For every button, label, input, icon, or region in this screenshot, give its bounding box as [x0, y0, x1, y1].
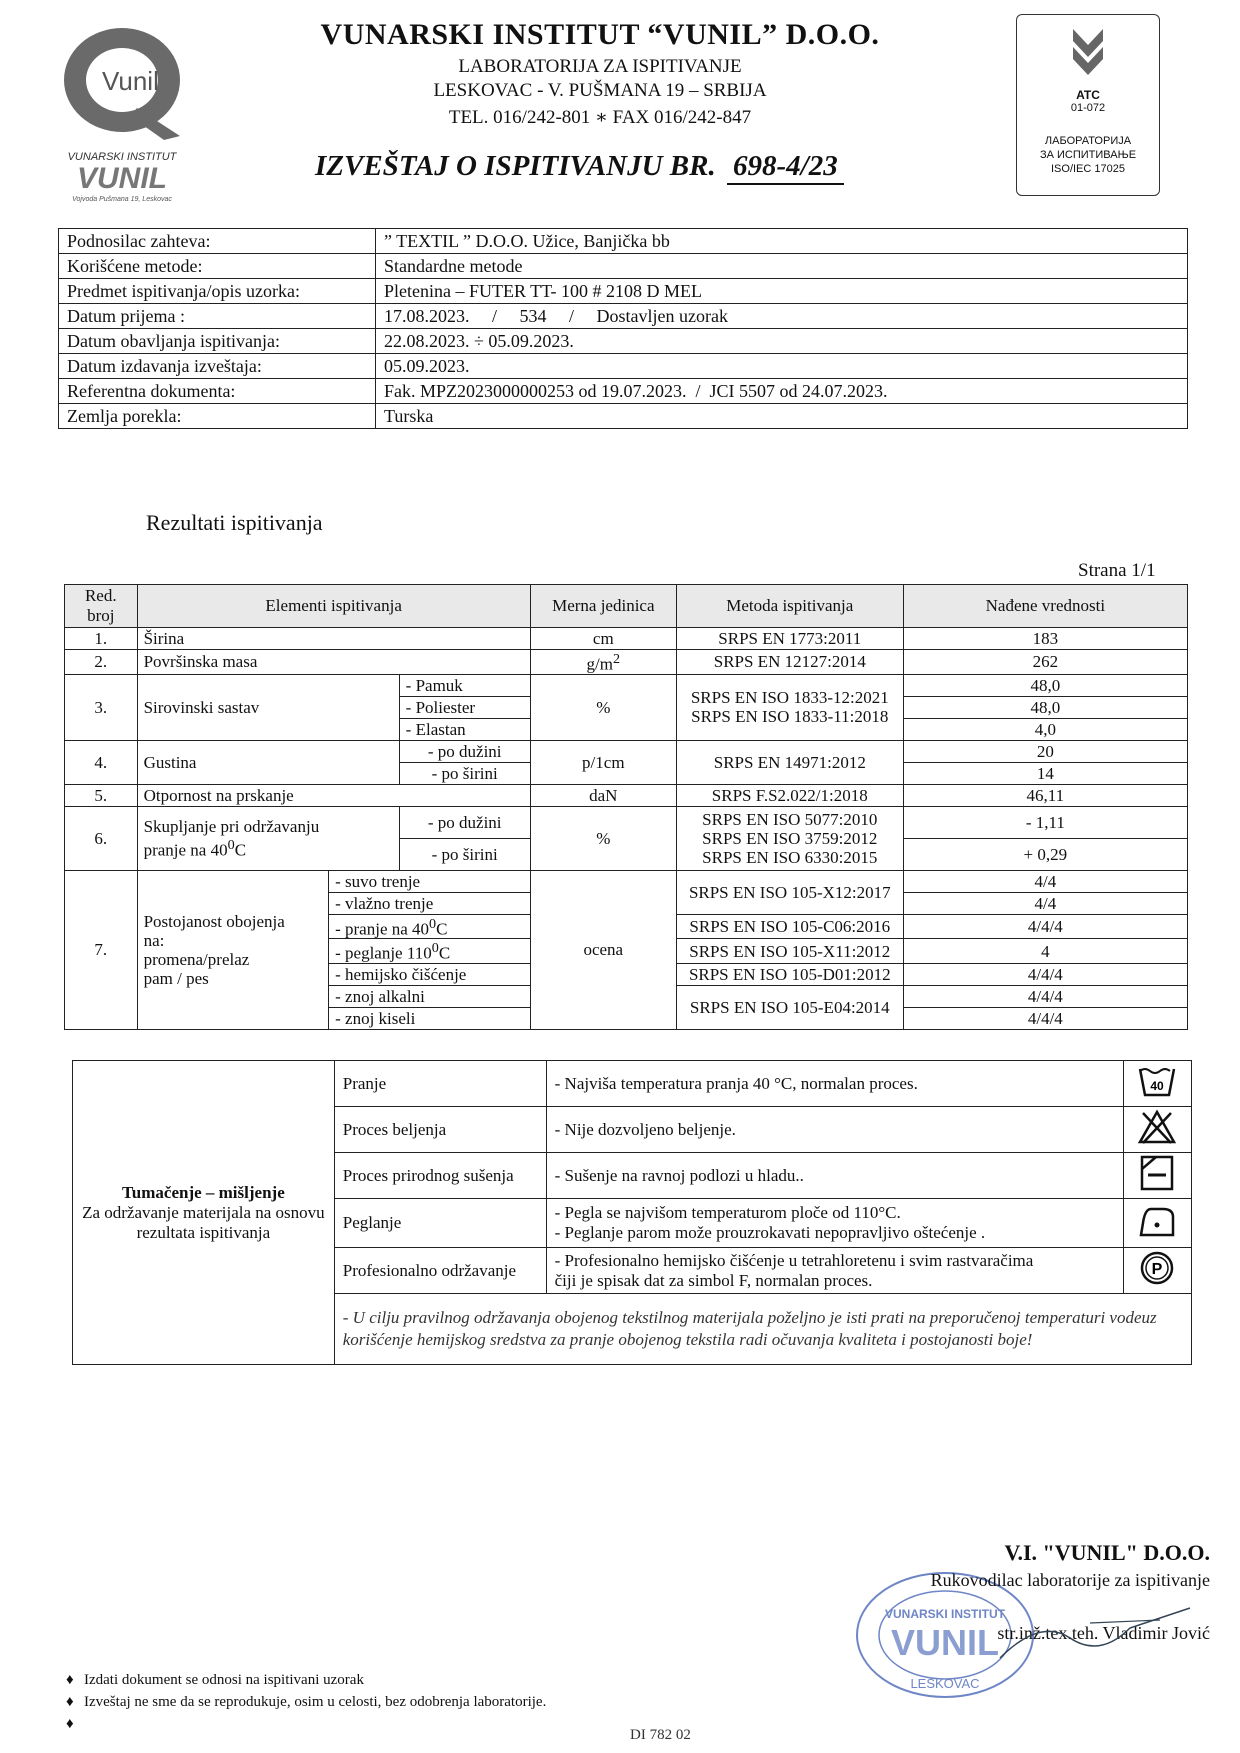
results-heading: Rezultati ispitivanja — [146, 510, 323, 535]
table-row: - po širini + 0,29 — [65, 838, 1188, 870]
table-row: - hemijsko čišćenje SRPS EN ISO 105-D01:2012 4/4/4 — [65, 963, 1188, 985]
info-label: Datum izdavanja izveštaja: — [59, 354, 376, 379]
care-row-professional: Profesionalno održavanje - Profesionalno hemijsko čišćenje u tetrahloretenu i svim rastvaračima čiji je spisak dat za simbol F, normalan proces. P — [73, 1248, 1192, 1294]
table-row: 6. Skupljanje pri održavanju pranje na $40^0C$ - po dužini % SRPS EN ISO 5077:2010 SRPS EN ISO 3759:2012 SRPS EN ISO 6330:2015 - 1,11 — [65, 806, 1188, 838]
info-label: Korišćene metode: — [59, 254, 376, 279]
svg-text:40: 40 — [1150, 1079, 1165, 1093]
accreditation-code: ATC — [1076, 88, 1100, 102]
info-row — [59, 304, 1188, 329]
results-header-row — [65, 585, 1188, 628]
document-code: DI 782 02 — [630, 1727, 691, 1743]
flat-dry-shade-icon — [1123, 1153, 1191, 1199]
table-row: 7. Postojanost obojenja na: promena/prelaz pam / pes - suvo trenje ocena SRPS EN ISO 105-X12:2017 4/4 — [65, 870, 1188, 892]
col-header-value: Nađene vrednosti — [903, 585, 1187, 628]
care-row-ironing: Peglanje - Pegla se najvišom temperaturom ploče od 110°C. - Peglanje parom može prouzrokavati nepopravljivo oštećenje . — [73, 1199, 1192, 1248]
logo-wordmark: Vunil — [102, 66, 159, 96]
col-header-element: Elementi ispitivanja — [137, 585, 530, 628]
wash-40-icon — [1123, 1061, 1191, 1107]
info-value: Fak. MPZ2023000000253 od 19.07.2023. / JCI 5507 od 24.07.2023. — [376, 379, 1188, 404]
info-value: Turska — [376, 404, 1188, 429]
footer-note-3: ♦ — [66, 1716, 74, 1732]
accreditation-standard: ISO/IEC 17025 — [1051, 163, 1125, 175]
signature-role: Rukovodilac laboratorije za ispitivanje — [930, 1570, 1210, 1590]
iron-low-icon — [1123, 1199, 1191, 1248]
table-row: 3. Sirovinski sastav - Pamuk % SRPS EN ISO 1833-12:2021 SRPS EN ISO 1833-11:2018 48,0 — [65, 674, 1188, 696]
care-row-bleaching: Proces beljenja - Nije dozvoljeno beljenje. — [73, 1107, 1192, 1153]
interpretation-table — [72, 1060, 1192, 1365]
results-table — [64, 584, 1188, 1030]
info-row — [59, 404, 1188, 429]
signature-name: str.inž.tex.teh. Vladimir Jović — [997, 1623, 1210, 1643]
info-label: Datum prijema : — [59, 304, 376, 329]
report-number: 698-4/23 — [727, 150, 844, 185]
info-label: Datum obavljanja ispitivanja: — [59, 329, 376, 354]
svg-text:VUNIL: VUNIL — [891, 1622, 999, 1663]
table-row: - Elastan 4,0 — [65, 718, 1188, 740]
col-header-no: Red. broj — [65, 585, 138, 628]
svg-text:VUNARSKI INSTITUT: VUNARSKI INSTITUT — [885, 1607, 1005, 1621]
info-label: Predmet ispitivanja/opis uzorka: — [59, 279, 376, 304]
info-value: 22.08.2023. ÷ 05.09.2023. — [376, 329, 1188, 354]
page-number: Strana 1/1 — [1078, 560, 1156, 581]
svg-text:Vojvoda Pušmana 19, Leskovac: Vojvoda Pušmana 19, Leskovac — [72, 196, 172, 203]
info-value: 17.08.2023. / 534 / Dostavljen uzorak — [376, 304, 1188, 329]
table-row: - Poliester 48,0 — [65, 696, 1188, 718]
table-row: 1. Širina cm SRPS EN 1773:2011 183 — [65, 628, 1188, 650]
signature-company: V.I. "VUNIL" D.O.O. — [1004, 1540, 1210, 1565]
info-value: Standardne metode — [376, 254, 1188, 279]
info-row — [59, 354, 1188, 379]
care-row-drying: Proces prirodnog sušenja - Sušenje na ravnoj podlozi u hladu.. — [73, 1153, 1192, 1199]
info-label: Zemlja porekla: — [59, 404, 376, 429]
info-row — [59, 279, 1188, 304]
accreditation-badge: ATC 01-072 ЛАБОРАТОРИЈА ЗА ИСПИТИВАЊЕ ISO/IEC 17025 — [1016, 14, 1160, 196]
info-row — [59, 254, 1188, 279]
interpretation-title: Tumačenje – mišljenje — [122, 1182, 285, 1202]
footer-note-1: ♦ Izdati dokument se odnosi na ispitivani uzorak — [66, 1672, 364, 1688]
interpretation-subtitle: Za održavanje materijala na osnovu rezultata ispitivanja — [82, 1202, 325, 1242]
svg-text:VUNARSKI INSTITUT: VUNARSKI INSTITUT — [67, 151, 177, 163]
info-label: Referentna dokumenta: — [59, 379, 376, 404]
lab-contact: TEL. 016/242-801 ∗ FAX 016/242-847 — [448, 107, 752, 128]
col-header-method: Metoda ispitivanja — [676, 585, 903, 628]
col-header-unit: Merna jedinica — [530, 585, 676, 628]
sample-info-table — [58, 228, 1188, 429]
lab-address: LESKOVAC - V. PUŠMANA 19 – SRBIJA — [433, 80, 767, 101]
table-row: - po širini 14 — [65, 762, 1188, 784]
info-value: ” TEXTIL ” D.O.O. Užice, Banjička bb — [376, 229, 1188, 254]
table-row: - peglanje $110^0C$ SRPS EN ISO 105-X11:2012 4 — [65, 939, 1188, 964]
svg-text:LESKOVAC: LESKOVAC — [910, 1676, 980, 1691]
info-row — [59, 229, 1188, 254]
care-row-washing: Tumačenje – mišljenje Za održavanje materijala na osnovu rezultata ispitivanja Pranje - Najviša temperatura pranja 40 °C, normalan proces. 40 — [73, 1061, 1192, 1107]
accreditation-mark-icon — [1063, 25, 1113, 83]
report-title: IZVEŠTAJ O ISPITIVANJU BR. 698-4/23 — [315, 150, 844, 185]
table-row: 2. Površinska masa $g/m^2$ SRPS EN 12127:2014 262 — [65, 650, 1188, 675]
no-bleach-icon — [1123, 1107, 1191, 1153]
info-value: 05.09.2023. — [376, 354, 1188, 379]
lab-name: LABORATORIJA ZA ISPITIVANJE — [458, 56, 742, 77]
table-row: 4. Gustina - po dužini p/1cm SRPS EN 14971:2012 20 — [65, 740, 1188, 762]
care-note: - U cilju pravilnog održavanja obojenog tekstilnog materijala poželjno je isti prati na preporučenoj temperaturi vodeuz korišćenje hemijskog sredstva za pranje obojenog tekstila radi očuvanja kvaliteta i postojanosti boje! — [334, 1294, 1191, 1365]
table-row: - znoj alkalni SRPS EN ISO 105-E04:2014 4/4/4 — [65, 985, 1188, 1007]
institute-logo — [52, 18, 192, 203]
table-row: - pranje na $40^0C$ SRPS EN ISO 105-C06:2016 4/4/4 — [65, 914, 1188, 939]
accreditation-number: 01-072 — [1070, 102, 1106, 114]
table-row: - znoj kiseli 4/4/4 — [65, 1007, 1188, 1029]
svg-text:VUNIL: VUNIL — [77, 162, 167, 195]
info-row — [59, 379, 1188, 404]
dry-clean-p-icon — [1123, 1248, 1191, 1294]
info-row — [59, 329, 1188, 354]
table-row: - vlažno trenje 4/4 — [65, 892, 1188, 914]
svg-text:P: P — [1152, 1261, 1163, 1278]
handwritten-signature — [980, 1598, 1200, 1678]
footer-note-2: ♦ Izveštaj ne sme da se reprodukuje, osim u celosti, bez odobrenja laboratorije. — [66, 1694, 547, 1710]
info-label: Podnosilac zahteva: — [59, 229, 376, 254]
info-value: Pletenina – FUTER TT- 100 # 2108 D MEL — [376, 279, 1188, 304]
table-row: 5. Otpornost na prskanje daN SRPS F.S2.022/1:2018 46,11 — [65, 784, 1188, 806]
institute-name: VUNARSKI INSTITUT “VUNIL” D.O.O. — [320, 18, 880, 51]
